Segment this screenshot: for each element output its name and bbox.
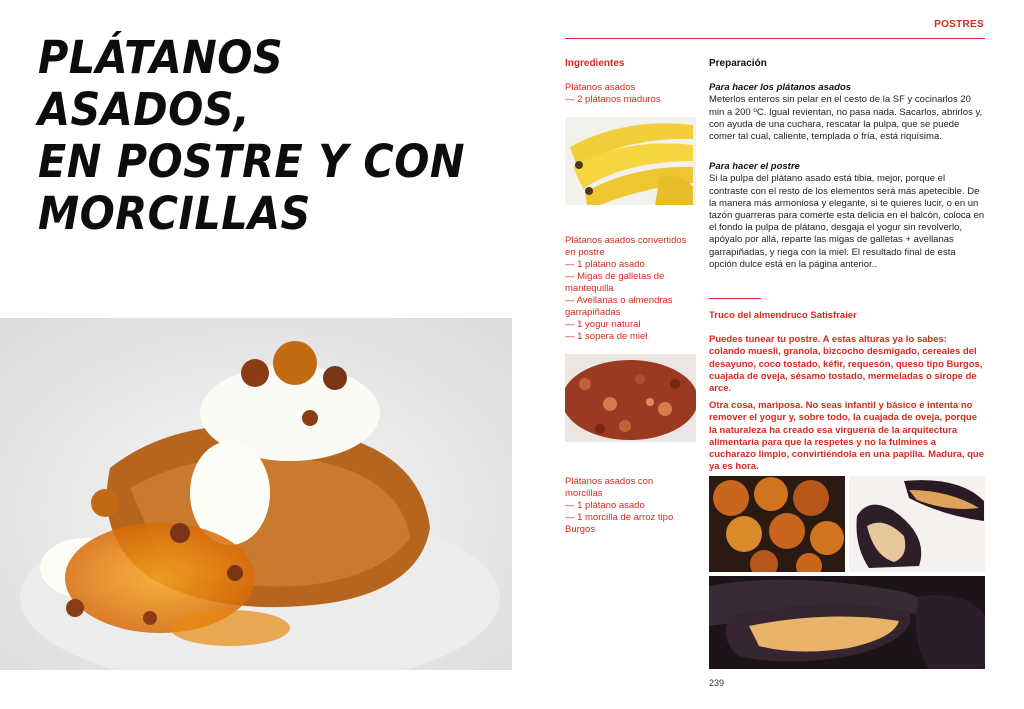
ingredient-label: Plátanos asados con — [565, 476, 654, 487]
ingredient-item: — 1 morcilla de arroz tipo — [565, 512, 674, 523]
ingredients-heading: Ingredientes — [565, 58, 625, 69]
ingredient-label: morcillas — [565, 488, 603, 499]
ingredient-label: en postre — [565, 247, 605, 258]
ingredient-item: — 1 sopera de miel — [565, 331, 648, 342]
ingredient-item: — 2 plátanos maduros — [565, 94, 661, 105]
ingredient-label: Plátanos asados convertidos — [565, 235, 687, 246]
ingredient-item: — 1 plátano asado — [565, 500, 645, 511]
ingredient-item: — 1 yogur natural — [565, 319, 641, 330]
tip-divider — [709, 298, 761, 299]
preparation-column — [709, 58, 985, 271]
fried-balls-photo — [709, 476, 845, 572]
crumbs-photo — [565, 354, 696, 442]
ingredient-item: — Avellanas o almendras — [565, 295, 673, 306]
prep-text-2: Si la pulpa del plátano asado está tibia, mejor, porque el contraste con el resto de los elementos será más apetecible. De la manera más armoniosa y elegante, si te quieres lucir, o en un tazón guarreras para comerte esta delicia en el balcón, coloca en el fondo la pulpa de plátano, desgaja el yogur sin revolverlo, apóyalo por allá, reparte las migas de galletas + avellanas garrapiñadas, y riega con la miel. El resultado final de esta opción dulce está en la página anterior.. — [709, 173, 985, 270]
bananas-photo — [565, 117, 696, 205]
roasted-banana-open-photo — [849, 476, 985, 572]
recipe-title — [38, 32, 508, 240]
tip-heading: Truco del almendruco Satisfraier — [709, 310, 857, 321]
prep-text-1: Meterlos enteros sin pelar en el cesto de la SF y cocinarlos 20 min a 200 ºC. Igual revientan, no pasa nada. Sacarlos, abrirlos y, con ayuda de una cuchara, rescatar la pulpa, que se puede comer tal cual, caliente, templada o fría, está riquísima. — [709, 94, 983, 143]
header-divider — [565, 38, 985, 39]
title-line-2: EN POSTRE Y CON — [38, 135, 466, 188]
section-label: POSTRES — [934, 19, 984, 30]
ingredient-block-1 — [565, 82, 705, 106]
preparation-heading: Preparación — [709, 58, 767, 69]
dessert-photo — [0, 318, 512, 670]
tip-paragraph-2: Otra cosa, mariposa. No seas infantil y básico e intenta no remover el yogur y, sobre todo, la cuajada de oveja, porque la naturaleza ha creado esa virguería de la arquitectura alimentaria para que la respetes y no la fulmines a cucharazo limpio, convirtiéndola en una papilla. Madura, que ya es hora. — [709, 400, 985, 473]
roasted-banana-closeup-photo — [709, 576, 985, 669]
page-number: 239 — [709, 678, 725, 688]
ingredient-item: — Migas de galletas de — [565, 271, 665, 282]
ingredient-item: mantequilla — [565, 283, 614, 294]
title-line-3: MORCILLAS — [38, 187, 311, 240]
prep-subheading-1: Para hacer los plátanos asados — [709, 82, 852, 94]
tip-paragraph-1: Puedes tunear tu postre. A estas alturas ya lo sabes: colando muesli, granola, bizcocho desmigado, cereales del desayuno, coco tostado, kéfir, requesón, queso tipo Burgos, cuajada de oveja, sésamo tostado, mermeladas o sirope de arce. — [709, 334, 983, 395]
ingredient-block-3 — [565, 476, 705, 536]
ingredient-item: garrapiñadas — [565, 307, 621, 318]
ingredient-label: Plátanos asados — [565, 82, 636, 93]
tip-box — [709, 310, 985, 478]
ingredient-block-2 — [565, 235, 705, 343]
ingredients-column — [565, 58, 705, 535]
ingredient-item: Burgos — [565, 524, 596, 535]
ingredient-item: — 1 plátano asado — [565, 259, 645, 270]
title-line-1: PLÁTANOS ASADOS, — [38, 31, 284, 136]
prep-subheading-2: Para hacer el postre — [709, 161, 800, 173]
